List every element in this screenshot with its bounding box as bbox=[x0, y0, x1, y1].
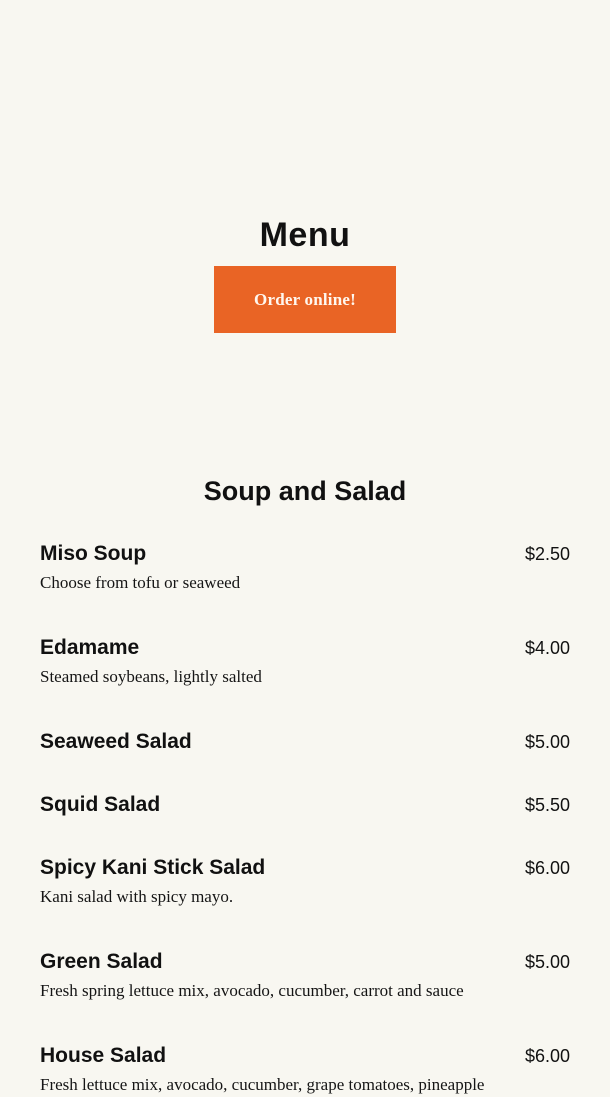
menu-item-header bbox=[40, 540, 570, 568]
menu-item-price: $6.00 bbox=[524, 858, 570, 878]
menu-item-description: Steamed soybeans, lightly salted bbox=[40, 667, 262, 686]
menu-item-name: Spicy Kani Stick Salad bbox=[40, 856, 266, 879]
menu-item-price: $5.00 bbox=[524, 952, 570, 972]
menu-item-price: $2.50 bbox=[524, 544, 570, 564]
menu-list bbox=[40, 540, 570, 1096]
menu-item-price: $5.50 bbox=[524, 795, 570, 815]
menu-item-description: Fresh spring lettuce mix, avocado, cucumber, carrot and sauce bbox=[40, 981, 464, 1000]
menu-item-description: Kani salad with spicy mayo. bbox=[40, 887, 234, 906]
menu-item-squid-salad bbox=[40, 791, 570, 854]
menu-item-price: $6.00 bbox=[524, 1046, 570, 1066]
menu-item-description: Choose from tofu or seaweed bbox=[40, 573, 241, 592]
page-title: Menu bbox=[259, 215, 351, 254]
menu-item-price: $5.00 bbox=[524, 732, 570, 752]
menu-item-name: Seaweed Salad bbox=[40, 730, 192, 753]
menu-item-seaweed-salad bbox=[40, 728, 570, 791]
menu-item-green-salad bbox=[40, 948, 570, 1042]
menu-item-header bbox=[40, 728, 570, 756]
section-title: Soup and Salad bbox=[203, 476, 407, 507]
menu-item-description: Fresh lettuce mix, avocado, cucumber, grape tomatoes, pineapple bbox=[40, 1075, 485, 1094]
order-online-button[interactable]: Order online! bbox=[214, 266, 396, 333]
menu-item-name: Squid Salad bbox=[40, 793, 161, 816]
menu-item-price: $4.00 bbox=[524, 638, 570, 658]
menu-item-header bbox=[40, 1042, 570, 1070]
menu-item-name: Edamame bbox=[40, 636, 140, 659]
menu-item-header bbox=[40, 634, 570, 662]
menu-item-name: Green Salad bbox=[40, 950, 163, 973]
menu-item-miso-soup bbox=[40, 540, 570, 634]
menu-item-name: House Salad bbox=[40, 1044, 167, 1067]
menu-item-header bbox=[40, 791, 570, 819]
menu-item-edamame bbox=[40, 634, 570, 728]
menu-item-house-salad bbox=[40, 1042, 570, 1096]
menu-item-name: Miso Soup bbox=[40, 542, 147, 565]
menu-item-header bbox=[40, 948, 570, 976]
menu-item-spicy-kani-stick-salad bbox=[40, 854, 570, 948]
menu-item-header bbox=[40, 854, 570, 882]
